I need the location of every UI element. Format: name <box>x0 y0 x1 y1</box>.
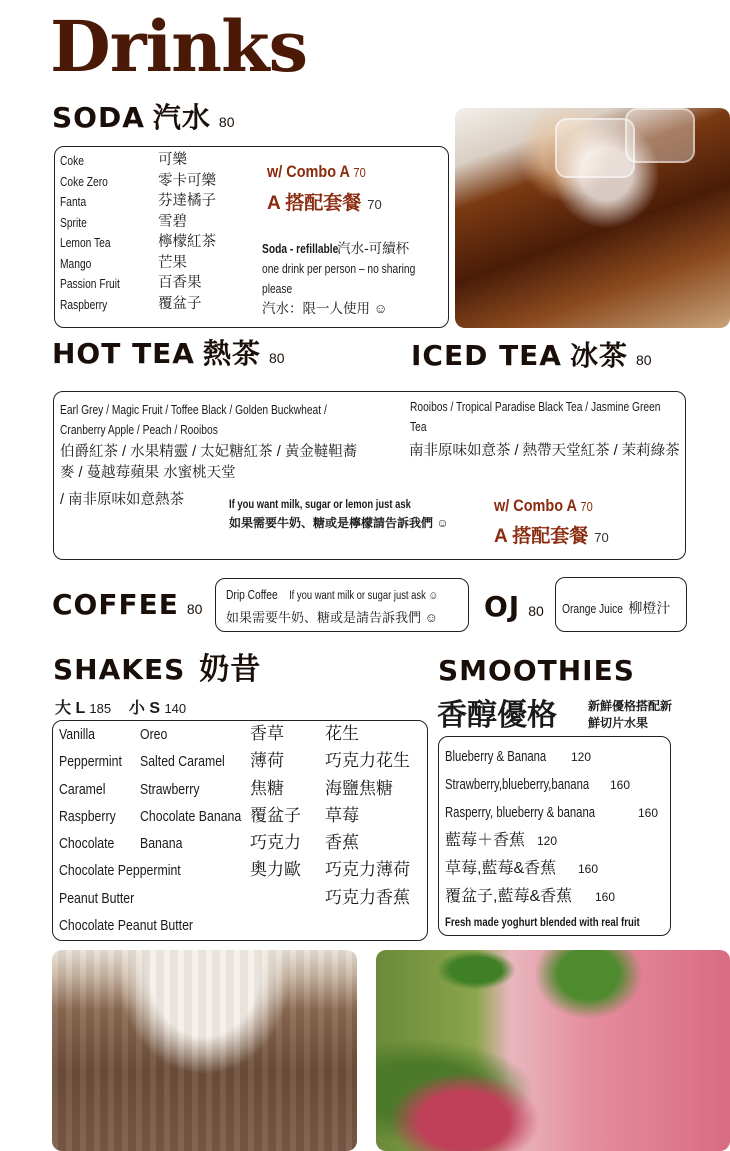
soda-list-cn <box>158 150 216 314</box>
coffee-heading: COFFEE 80 <box>52 588 203 621</box>
shake-item-cn: 香草 <box>250 724 284 744</box>
shake-item-cn: 海鹽焦糖 <box>325 778 393 799</box>
shake-item-en: Peppermint <box>59 753 122 771</box>
smoothie-name: Blueberry & Banana <box>445 749 547 765</box>
shake-item-en: Oreo <box>140 726 168 743</box>
shake-item-cn: 花生 <box>325 724 359 744</box>
iced-tea-heading: ICED TEA 冰茶 80 <box>411 339 652 372</box>
shake-item-en: Chocolate Banana <box>140 807 242 825</box>
soda-list-en <box>60 151 133 315</box>
soda-item-cn: 覆盆子 <box>158 295 202 312</box>
shake-item-cn: 巧克力 <box>250 833 301 854</box>
shake-price-small: 140 <box>164 701 187 716</box>
smoothie-item <box>445 883 670 911</box>
smoothies-title-cn: 香醇優格 <box>437 699 557 732</box>
soda-item-cn: 可樂 <box>158 152 187 168</box>
shakes-col-3 <box>250 721 301 885</box>
coffee-item-row <box>226 588 485 602</box>
shake-item-cn: 巧克力薄荷 <box>325 860 410 881</box>
smoothie-name: Strawberry,blueberry,banana <box>445 777 590 793</box>
shake-item-cn: 焦糖 <box>250 778 284 799</box>
soda-price: 80 <box>218 114 235 130</box>
smoothies-subtitle: 新鮮優格搭配新 鮮切片水果 <box>588 699 673 730</box>
smoothie-price: 120 <box>571 750 592 764</box>
hot-tea-note-cn: 如果需要牛奶、糖或是檸檬請告訴我們 ☺ <box>229 516 449 530</box>
shake-item-cn: 覆盆子 <box>250 805 301 826</box>
shake-item-cn: 奧力歐 <box>250 860 301 881</box>
soda-item-cn: 百香果 <box>158 275 202 291</box>
soda-item-cn: 零卡可樂 <box>158 172 216 189</box>
shake-item-cn: 薄荷 <box>250 751 284 772</box>
shake-item-cn: 草莓 <box>325 805 359 826</box>
shakes-col-4 <box>325 721 410 912</box>
shake-item-en: Peanut Butter <box>59 889 135 907</box>
soda-title: SODA <box>52 101 145 134</box>
shake-item-en: Vanilla <box>59 726 96 743</box>
smoothie-item <box>445 827 670 855</box>
smoothie-price: 120 <box>537 834 558 848</box>
smoothie-item <box>445 855 670 883</box>
soda-title-cn: 汽水 <box>152 101 211 134</box>
ice-cube <box>555 118 635 178</box>
shake-item-en: Raspberry <box>59 807 116 825</box>
shake-item-cn: 香蕉 <box>325 833 359 854</box>
oj-item: Orange Juice 柳橙汁 <box>562 600 671 616</box>
soda-item-en: Fanta <box>60 195 87 209</box>
coffee-note-en: If you want milk or sugar just ask ☺ <box>289 590 439 602</box>
smoothie-item <box>445 743 670 771</box>
shake-item-cn: 巧克力香蕉 <box>325 887 410 908</box>
smoothies-heading: SMOOTHIES <box>438 654 635 687</box>
soda-item-en: Mango <box>60 256 92 271</box>
coffee-note-cn: 如果需要牛奶、糖或是請告訴我們 ☺ <box>226 610 438 625</box>
soda-photo <box>455 108 730 328</box>
oj-heading: OJ 80 <box>484 590 544 623</box>
shake-item-cn: 巧克力花生 <box>325 751 410 772</box>
soda-item-en: Passion Fruit <box>60 277 120 291</box>
shake-price-large: 185 <box>89 701 112 716</box>
mint-leaf-icon <box>436 950 516 990</box>
coffee-item: Drip Coffee <box>226 588 278 602</box>
soda-item-cn: 檸檬紅茶 <box>158 234 216 250</box>
shake-item-en: Salted Caramel <box>140 753 225 771</box>
ice-cube <box>625 108 695 163</box>
shakes-box <box>52 720 428 941</box>
soda-refill-note: Soda - refillable汽水-可續杯 one drink per person – no sharing please 汽水：限一人使用 ☺ <box>262 241 416 316</box>
smoothies-list <box>445 743 670 911</box>
soda-combo-cn: A 搭配套餐 70 <box>267 193 382 214</box>
smoothies-footer: Fresh made yoghurt blended with real fruit <box>445 915 640 929</box>
hot-tea-note-en: If you want milk, sugar or lemon just ask <box>229 499 411 511</box>
smoothie-name: 覆盆子,藍莓&香蕉 <box>445 888 573 905</box>
shake-item-en: Chocolate Peanut Butter <box>59 917 194 935</box>
smoothie-name: 草莓,藍莓&香蕉 <box>445 860 557 877</box>
soda-item-en: Sprite <box>60 215 87 230</box>
oj-box <box>555 577 687 632</box>
smoothie-name: Rasperry, blueberry & banana <box>445 805 596 821</box>
hot-tea-list-cn-2: / 南非原味如意熱茶 <box>60 492 185 508</box>
smoothies-box <box>438 736 671 936</box>
iced-tea-combo-en: w/ Combo A 70 <box>494 496 593 515</box>
smoothie-price: 160 <box>638 806 659 820</box>
hot-tea-list-cn: 伯爵紅茶 / 水果精靈 / 太妃糖紅茶 / 黃金韃靼蕎麥 / 蔓越莓蘋果 水蜜桃天堂 <box>60 444 358 481</box>
smoothie-item <box>445 771 670 799</box>
shake-item-en: Chocolate <box>59 835 115 853</box>
smoothie-price: 160 <box>578 862 599 876</box>
coffee-box <box>215 578 469 632</box>
shake-size-large: 大 L <box>55 700 85 717</box>
smoothie-photo <box>376 950 730 1151</box>
shake-size-small: 小 S <box>128 700 160 717</box>
soda-item-en: Coke Zero <box>60 174 108 189</box>
hot-tea-list-en: Earl Grey / Magic Fruit / Toffee Black / Golden Buckwheat / Cranberry Apple / Peach / Rooibos <box>60 403 327 437</box>
shakes-sizes <box>55 695 186 718</box>
soda-item-cn: 芒果 <box>158 254 187 271</box>
iced-tea-combo-cn: A 搭配套餐 70 <box>494 526 609 547</box>
shake-photo <box>52 950 357 1151</box>
shake-item-en: Banana <box>140 835 183 853</box>
soda-item-cn: 芬達橘子 <box>158 193 216 209</box>
shake-item-en: Chocolate Peppermint <box>59 862 181 880</box>
soda-box <box>54 146 449 328</box>
smoothie-price: 160 <box>595 890 616 904</box>
iced-tea-list-en: Rooibos / Tropical Paradise Black Tea / Jasmine Green Tea <box>410 400 661 434</box>
hot-tea-heading: HOT TEA 熱茶 80 <box>52 337 285 370</box>
iced-tea-list-cn: 南非原味如意茶 / 熱帶天堂紅茶 / 茉莉綠茶 <box>409 443 680 459</box>
shakes-col-2 <box>140 721 263 857</box>
soda-combo-en: w/ Combo A 70 <box>267 162 366 181</box>
smoothie-item <box>445 799 670 827</box>
shake-item-en: Strawberry <box>140 780 200 798</box>
shakes-heading: SHAKES 奶昔 <box>53 652 262 687</box>
smoothie-price: 160 <box>610 778 631 792</box>
soda-item-en: Coke <box>60 154 84 168</box>
smoothie-name: 藍莓＋香蕉 <box>445 832 526 849</box>
soda-item-en: Lemon Tea <box>60 236 111 250</box>
soda-item-cn: 雪碧 <box>158 213 187 230</box>
tea-box <box>53 391 686 560</box>
page-title: Drinks <box>50 5 307 88</box>
soda-item-en: Raspberry <box>60 297 108 312</box>
shake-item-en: Caramel <box>59 780 106 798</box>
soda-heading <box>52 101 235 134</box>
